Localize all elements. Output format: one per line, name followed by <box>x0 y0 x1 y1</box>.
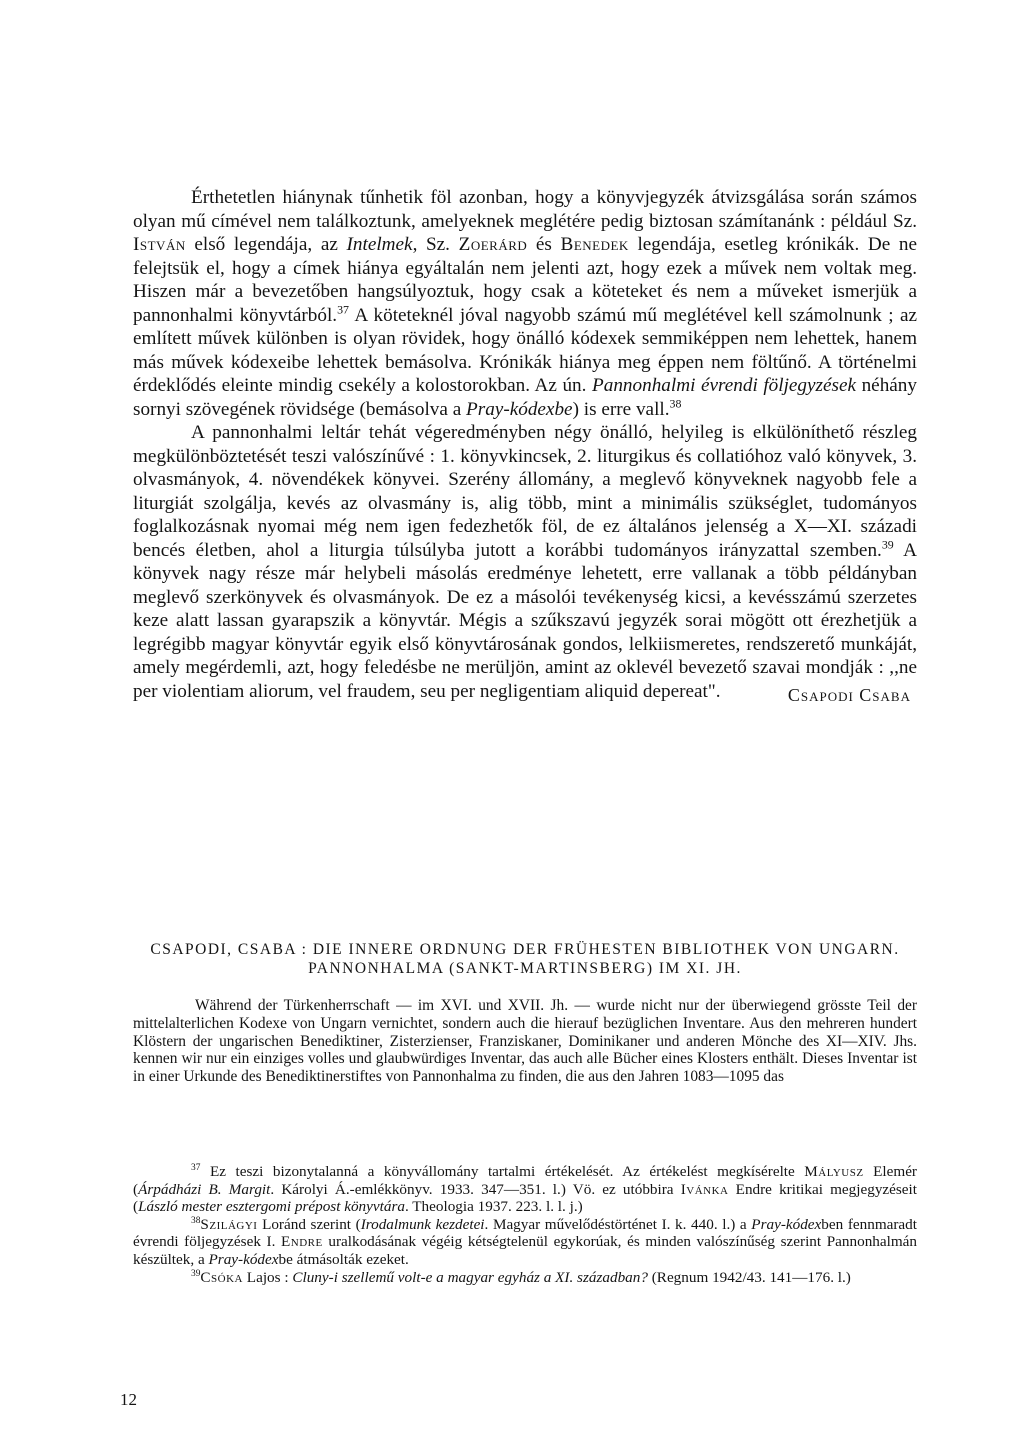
text-run: Endre kritikai megjegyzéseit ( <box>133 1180 917 1216</box>
name-zoerard: Zoerárd <box>458 234 528 255</box>
footnote-number: 37 <box>191 1162 201 1173</box>
paragraph-2 <box>133 421 917 703</box>
footnote-37 <box>133 1163 917 1216</box>
text-run: be átmásolták ezeket. <box>278 1250 409 1268</box>
title-pray-kodex: Pray-kódexbe <box>466 398 573 420</box>
name-istvan: István <box>133 234 186 255</box>
paragraph-1 <box>133 186 917 421</box>
text-run: . Theologia 1937. 223. l. l. j.) <box>404 1198 583 1216</box>
name-csoka: Csóka <box>200 1268 243 1286</box>
page-number: 12 <box>120 1390 137 1409</box>
text-run: A köteteknél jóval nagyobb számú mű meglétével kell számolnunk ; az említett művek különben is olyan rövidek, hogy önálló kódexek semmiképpen nem lehettek, hanem más művek kódexeibe lehettek bemásolva. Krónikák hiánya meg éppen nem föltűnő. A történelmi érdeklődés eleinte mindig csekély a kolostorokban. Az ún. <box>133 304 918 396</box>
name-ivanka: Ivánka <box>680 1180 729 1198</box>
footnote-ref-37[interactable]: 37 <box>337 302 349 317</box>
title-pray-kodex: Pray-kódex <box>751 1215 822 1233</box>
text-run: ben fennmaradt évrendi följegyzések I. <box>133 1215 917 1251</box>
text-run: uralkodásának végéig kétségtelenül egykorúak, és minden valószínűség szerint Pannonhalmán készültek, a <box>133 1233 917 1268</box>
title-pray-kodex: Pray-kódex <box>208 1250 279 1268</box>
title-laszlo-mester: László mester esztergomi prépost könyvtára <box>138 1198 405 1216</box>
text-run: legendája, esetleg krónikák. De ne felejtsük el, hogy a címek hiánya egyáltalán nem jelenti azt, hogy ezek a művek nem voltak meg. Hiszen már a bevezetőben hangsúlyoztuk, hogy csak a köteteket és nem a műveket ismerjük a pannonhalmi könyvtárból. <box>133 234 918 326</box>
text-run: Lajos : <box>243 1268 293 1286</box>
footnote-ref-39[interactable]: 39 <box>881 537 894 552</box>
author-signature: Csapodi Csaba <box>787 685 911 705</box>
text-run: . Károlyi Á.-emlékkönyv. 1933. 347—351. l.) Vö. ez utóbbira <box>270 1180 681 1198</box>
footnote-39 <box>133 1269 917 1287</box>
text-run: néhány sornyi szövegének rövidsége (bemásolva a <box>133 375 917 420</box>
name-endre: Endre <box>281 1233 323 1251</box>
footnote-38 <box>133 1216 917 1269</box>
text-run: Ez teszi bizonytalanná a könyvállomány tartalmi értékelését. Az értékelést megkísérelte <box>200 1163 805 1180</box>
footnote-number: 39 <box>191 1268 201 1279</box>
footnote-ref-38[interactable]: 38 <box>669 396 682 411</box>
title-intelmek: Intelmek <box>346 234 413 255</box>
text-run: ) is erre vall. <box>572 398 670 420</box>
text-run: Érthetetlen hiánynak tűnhetik föl azonban, hogy a könyvjegyzék átvizsgálása során számos olyan mű címével nem találkoztunk, amelyeknek meglétére pedig biztosan számítanánk : például Sz. <box>133 187 917 232</box>
title-arpadhazi: Árpádházi B. Margit <box>138 1180 271 1198</box>
text-run: és <box>527 234 561 255</box>
text-run: Loránd szerint ( <box>257 1215 361 1233</box>
name-szilagyi: Szilágyi <box>200 1215 258 1233</box>
footnote-number: 38 <box>191 1215 201 1226</box>
text-run: A pannonhalmi leltár tehát végeredményben négy önálló, helyileg is elkülöníthető részleg megkülönböztetését teszi valószínűvé : 1. könyvkincsek, 2. liturgikus és collatióhoz való könyvek, 3. olvasmányok, 4. növendékek könyvei. Szerény állomány, a meglevő könyveknek nagyobb fele a liturgiát szolgálja, kevés az olvasmány is, alig több, mint a minimális szükséglet, tudományos foglalkozásnak nyomai még nem igen fedezhetők föl, de ez általános jelenség a X—XI. századi bencés életben, ahol a liturgia túlsúlyba jutott a korábbi tudományos irányzattal szemben. <box>133 422 917 561</box>
title-cluny: Cluny-i szellemű volt-e a magyar egyház a XI. században? <box>292 1268 648 1286</box>
summary-title: CSAPODI, CSABA : DIE INNERE ORDNUNG DER FRÜHESTEN BIBLIOTHEK VON UNGARN. PANNONHALMA (SANKT-MARTINSBERG) IM XI. JH. <box>150 941 900 977</box>
footnotes <box>133 1163 917 1286</box>
text-run: első legendája, az <box>185 234 347 255</box>
title-evrendi: Pannonhalmi évrendi följegyzések <box>592 375 857 396</box>
title-irodalmunk: Irodalmunk kezdetei <box>360 1215 485 1233</box>
text-run: , Sz. <box>412 234 459 255</box>
text-run: (Regnum 1942/43. 141—176. l.) <box>647 1268 851 1286</box>
text-run: A könyvek nagy része már helybeli másolás eredménye lehetett, erre vallanak a több példányban meglevő szerkönyvek és olvasmányok. De ez a másolói tevékenység kicsi, a kevésszámú szerzetes keze alatt lassan gyarapszik a könyvtár. Mégis a szűkszavú jegyzék sorai mögött ott érezhetjük a legrégibb magyar könyvtár egyik első könyvtárosának gondos, lelkiismeretes, rendszerető munkáját, amely megérdemli, azt, hogy feledésbe ne merüljön, amint az oklevél bevezető szavai mondják : ,,ne per violentiam aliorum, vel fraudem, seu per negligentiam aliquid depereat". <box>133 539 917 702</box>
text-run: . Magyar művelődéstörténet I. k. 440. l.) a <box>484 1215 752 1233</box>
name-benedek: Benedek <box>560 234 629 255</box>
main-text <box>133 186 917 706</box>
text-run: Elemér ( <box>133 1163 917 1198</box>
summary-text: Während der Türkenherrschaft — im XVI. und XVII. Jh. — wurde nicht nur der überwiegend grösste Teil der mittelalterlichen Kodexe von Ungarn vernichtet, sondern auch die hierauf bezüglichen Inventare. Aus den mehreren hundert Klöstern der ungarischen Benediktiner, Zisterzienser, Franziskaner, Dominikaner und anderen Mönche des XI—XIV. Jhs. kennen wir nur ein einziges volles und glaubwürdiges Inventar, das auch alle Bücher eines Klosters enthält. Dieses Inventar ist in einer Urkunde des Benediktinerstiftes von Pannonhalma zu finden, die aus den Jahren 1083—1095 das <box>133 997 917 1086</box>
name-malyusz: Mályusz <box>804 1163 864 1180</box>
